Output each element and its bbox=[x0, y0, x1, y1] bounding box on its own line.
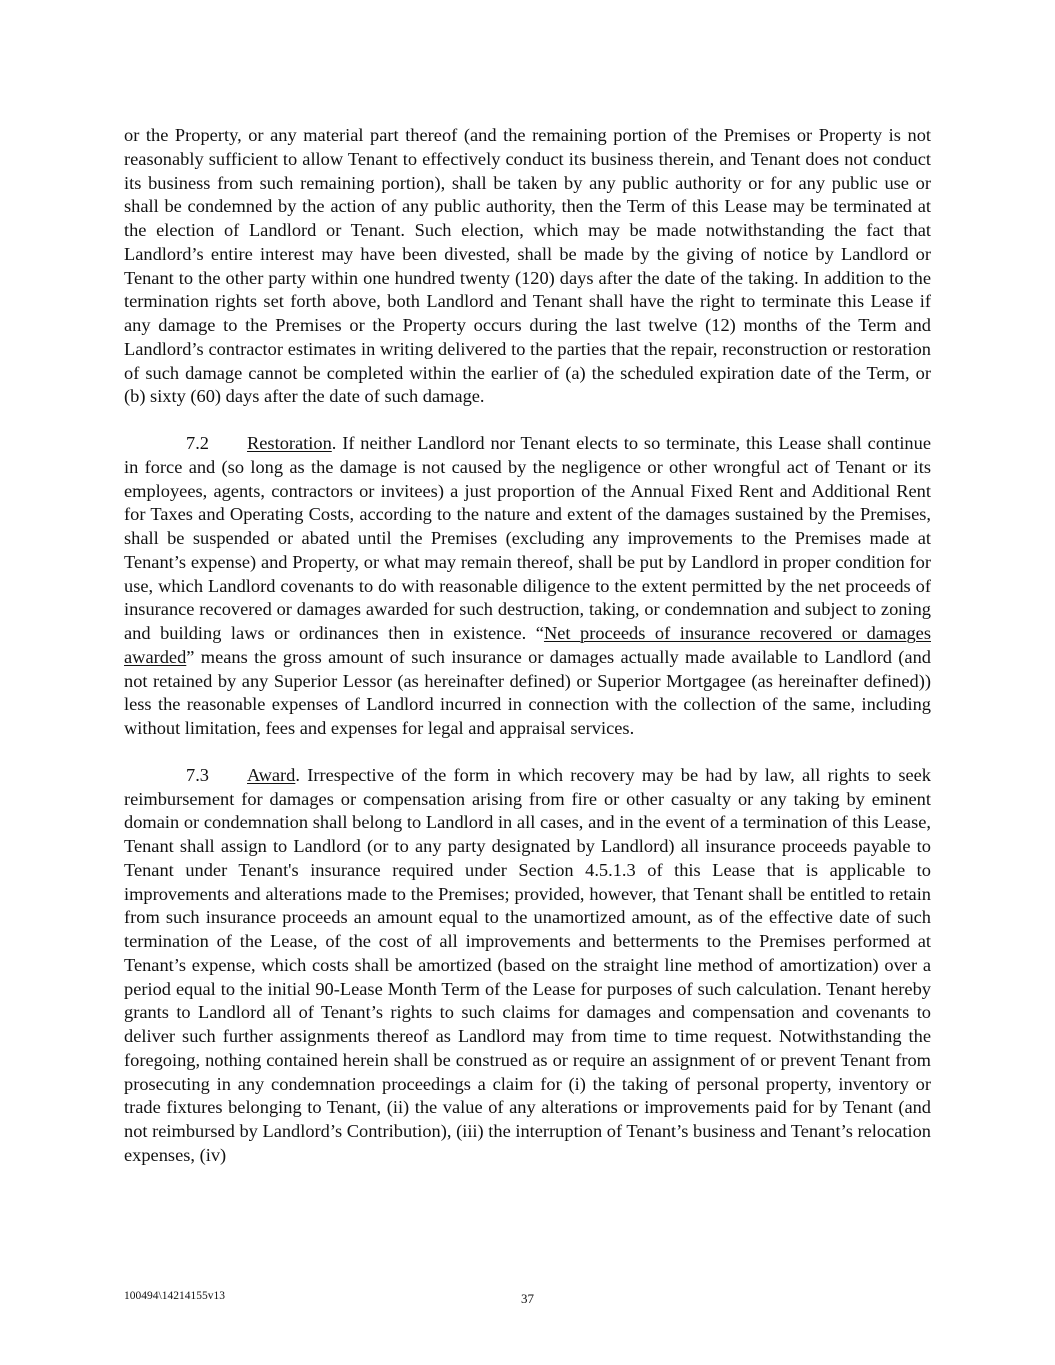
section-heading-award: Award bbox=[247, 764, 296, 785]
section-7-2 bbox=[124, 432, 931, 741]
footer-document-id: 100494\14214155v13 bbox=[124, 1290, 225, 1302]
defined-term: Net proceeds of insurance recovered or damages awarded bbox=[124, 623, 931, 667]
footer-page-number: 37 bbox=[521, 1291, 534, 1306]
section-text: . Irrespective of the form in which recovery may be had by law, all rights to seek reimbursement for damages or compensation arising from fire or other casualty or any taking by eminent domain or condemnation shall belong to Landlord in all cases, and in the event of a termination of this Lease, Tenant shall assign to Landlord (or to any party designated by Landlord) all insurance proceeds payable to Tenant under Tenant's insurance required under Section 4.5.1.3 of this Lease that is applicable to improvements and alterations made to the Premises; provided, however, that Tenant shall be entitled to retain from such insurance proceeds an amount equal to the unamortized amount, as of the effective date of such termination of the Lease, of the cost of all improvements and betterments to the Premises performed at Tenant’s expense, which costs shall be amortized (based on the straight line method of amortization) over a period equal to the initial 90-Lease Month Term of the Lease for purposes of such calculation. Tenant hereby grants to Landlord all of Tenant’s rights to such claims for damages and compensation and covenants to deliver such further assignments thereof as Landlord may from time to time request. Notwithstanding the foregoing, nothing contained herein shall be construed as or require an assignment of or prevent Tenant from prosecuting in any condemnation proceedings a claim for (i) the taking of personal property, inventory or trade fixtures belonging to Tenant, (ii) the value of any alterations or improvements paid for by Tenant (and not reimbursed by Landlord’s Contribution), (iii) the interruption of Tenant’s business and Tenant’s relocation expenses, (iv) bbox=[124, 764, 931, 1165]
continued-paragraph: or the Property, or any material part thereof (and the remaining portion of the Premises or Property is not reasonably sufficient to allow Tenant to effectively conduct its business therein, and Tenant does not conduct its business from such remaining portion), shall be taken by any public authority or for any public use or shall be condemned by the action of any public authority, then the Term of this Lease may be terminated at the election of Landlord or Tenant. Such election, which may be made notwithstanding the fact that Landlord’s entire interest may have been divested, shall be made by the giving of notice by Landlord or Tenant to the other party within one hundred twenty (120) days after the date of the taking. In addition to the termination rights set forth above, both Landlord and Tenant shall have the right to terminate this Lease if any damage to the Premises or the Property occurs during the last twelve (12) months of the Term and Landlord’s contractor estimates in writing delivered to the parties that the repair, reconstruction or restoration of such damage cannot be completed within the earlier of (a) the scheduled expiration date of the Term, or (b) sixty (60) days after the date of such damage. bbox=[124, 125, 931, 407]
section-number: 7.2 bbox=[186, 433, 209, 453]
section-number: 7.3 bbox=[186, 764, 209, 785]
section-text: . If neither Landlord nor Tenant elects to so terminate, this Lease shall continue in force and (so long as the damage is not caused by the negligence or other wrongful act of Tenant or its employees, agents, contractors or invitees) a just proportion of the Annual Fixed Rent and Additional Rent for Taxes and Operating Costs, according to the nature and extent of the damages sustained by the Premises, shall be suspended or abated until the Premises (excluding any improvements to the Premises made at Tenant’s expense) and Property, or what may remain thereof, shall be put by Landlord in proper condition for use, which Landlord covenants to do with reasonable diligence to the extent permitted by the net proceeds of insurance recovered or damages awarded for such destruction, taking, or condemnation and subject to zoning and building laws or ordinances then in existence. “ bbox=[124, 433, 931, 643]
section-7-3 bbox=[124, 764, 931, 1168]
document-body bbox=[124, 124, 931, 1191]
section-heading-restoration: Restoration bbox=[247, 433, 332, 453]
section-text-continued: ” means the gross amount of such insurance or damages actually made available to Landlord (and not retained by any Superior Lessor (as hereinafter defined) or Superior Mortgagee (as hereinafter defined)) less the reasonable expenses of Landlord incurred in connection with the collection of the same, including without limitation, fees and expenses for legal and appraisal services. bbox=[124, 646, 931, 738]
